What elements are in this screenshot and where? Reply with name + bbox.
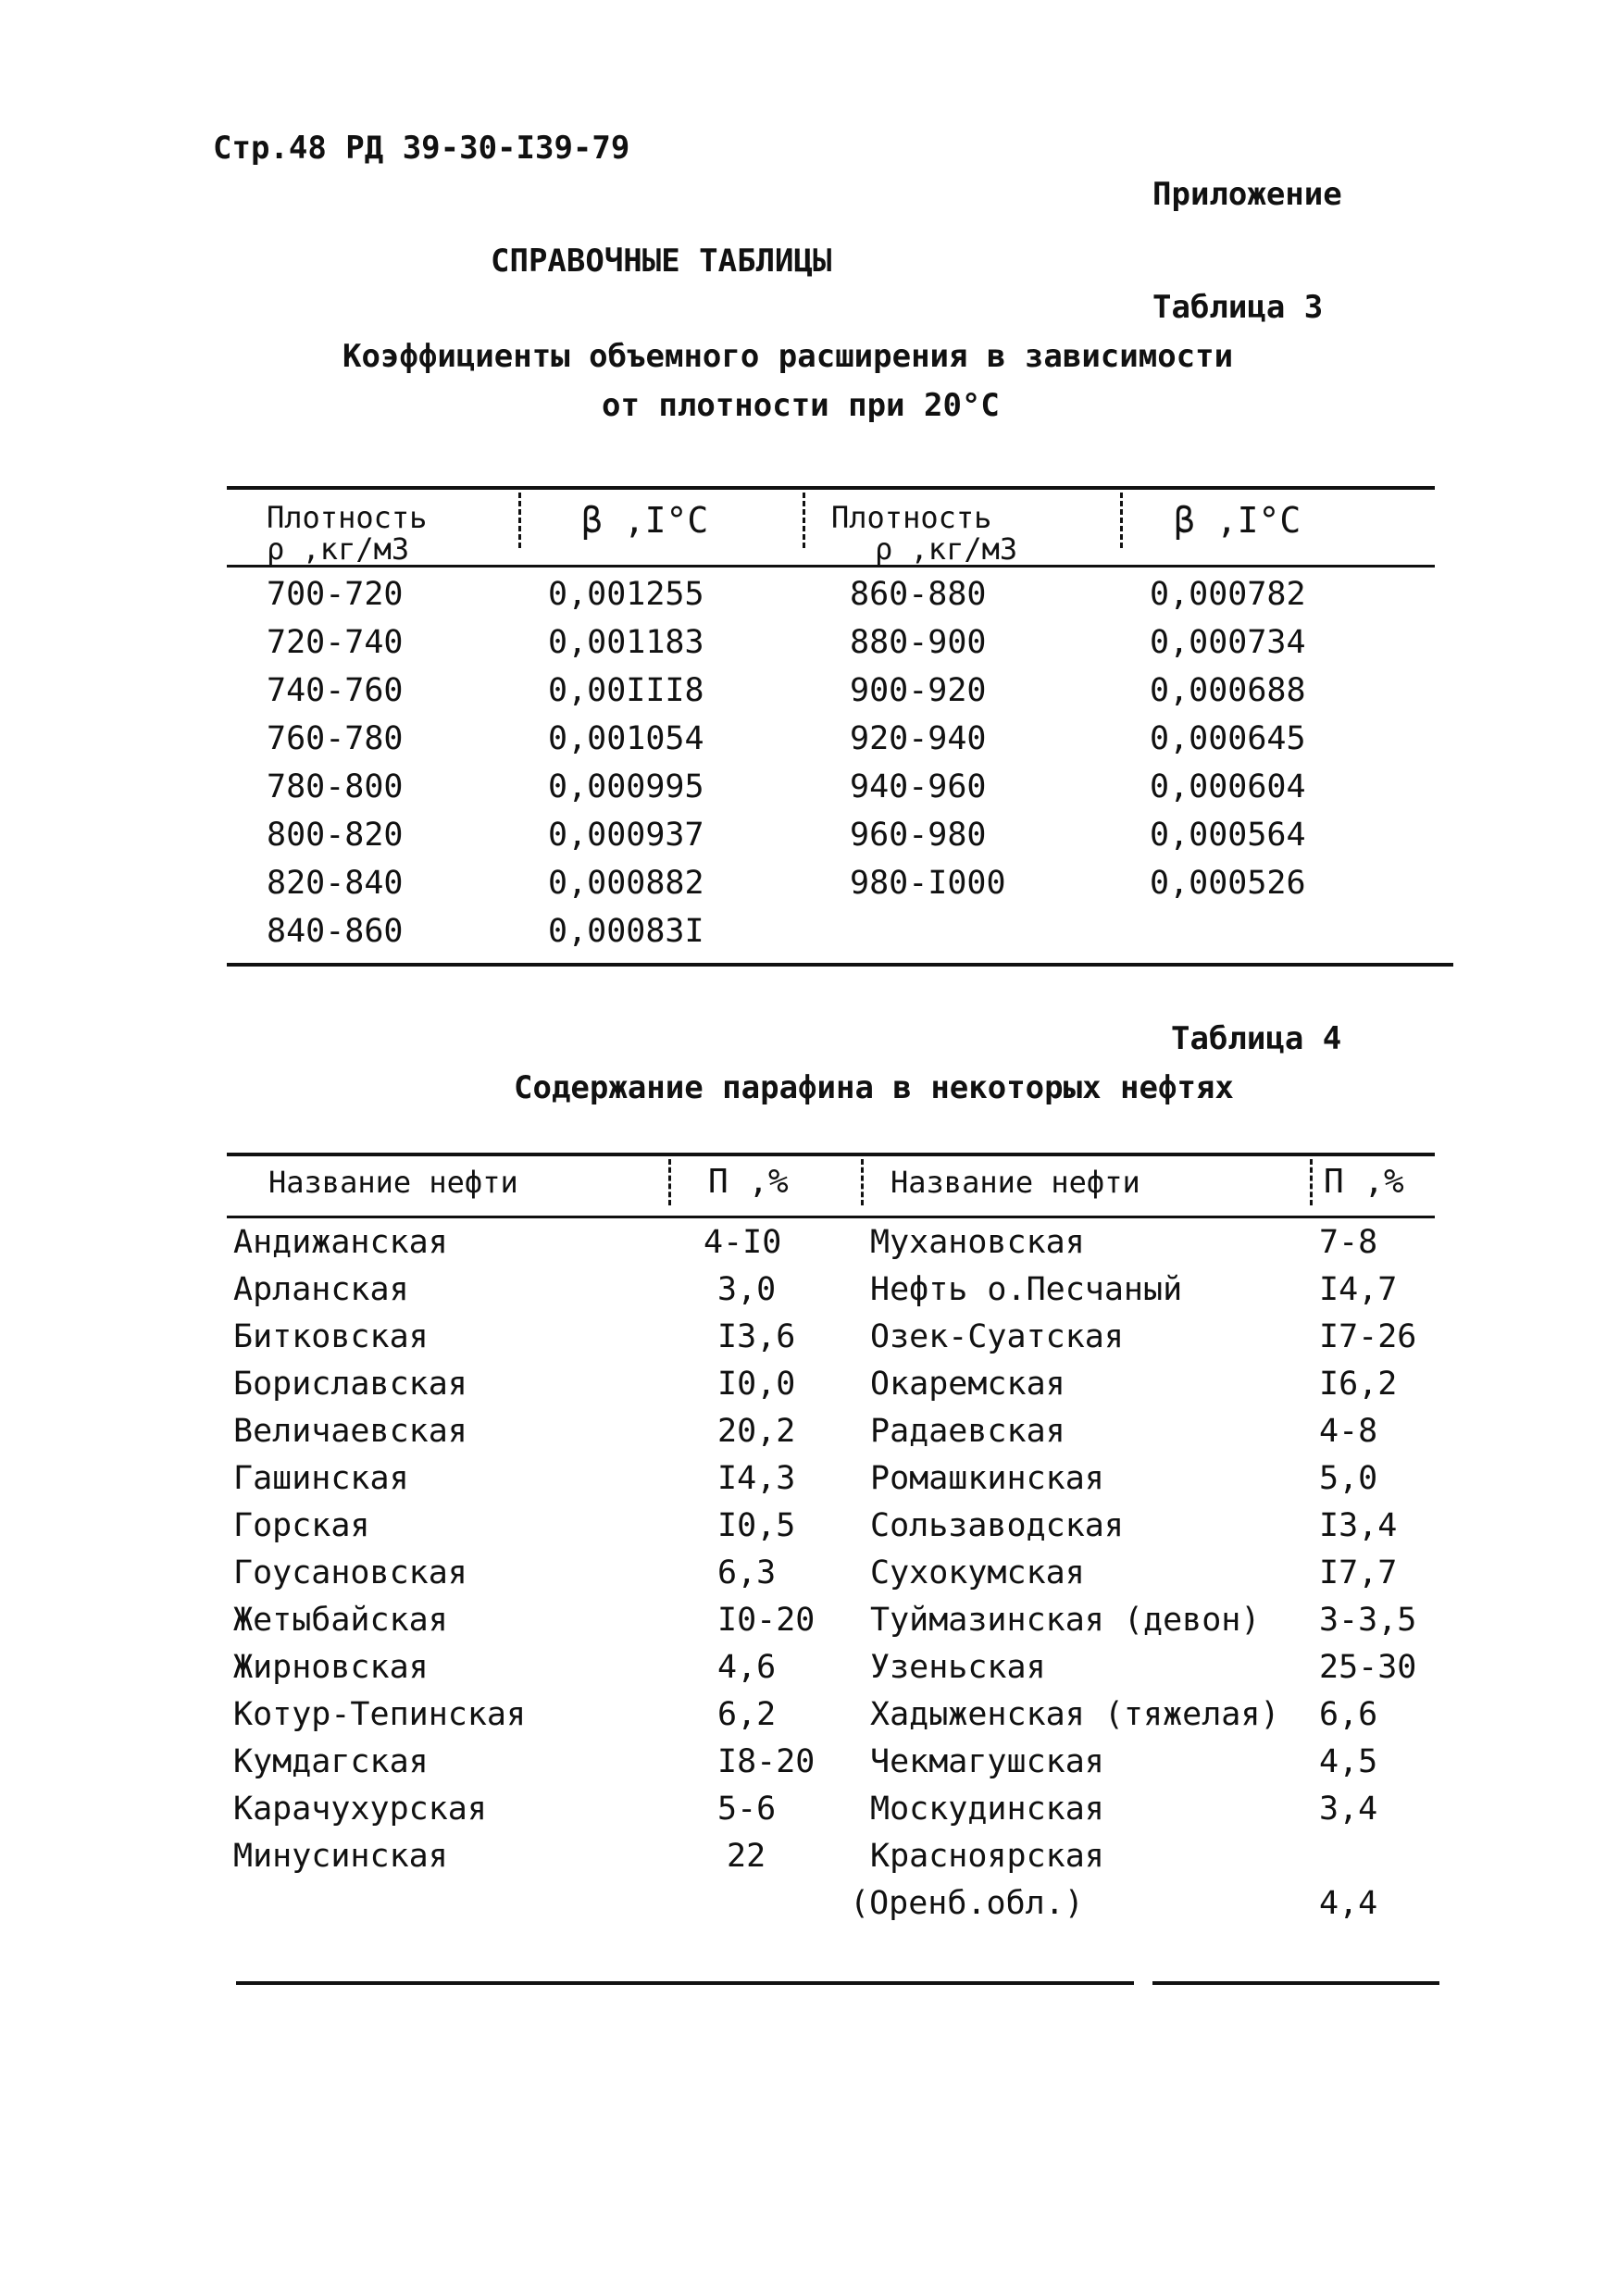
table3-header-beta-left: β ,I°С — [581, 500, 709, 541]
table4-title: Содержание парафина в некоторых нефтях — [514, 1069, 1234, 1106]
table4-extra-value: 4,4 — [1319, 1885, 1378, 1922]
table4-left-name: Бориславская — [233, 1366, 467, 1403]
table4-right-value: 3-3,5 — [1319, 1602, 1417, 1639]
table3-separator-1 — [518, 493, 521, 548]
table4-header-rule — [227, 1216, 1435, 1218]
table4-left-name: Карачухурская — [233, 1791, 487, 1828]
table4-right-name: Мухановская — [870, 1224, 1085, 1261]
table4-right-value: I4,7 — [1319, 1271, 1398, 1308]
table3-title-line1: Коэффициенты объемного расширения в зависимости — [342, 338, 1234, 375]
table4-separator-1 — [668, 1159, 671, 1205]
table4-right-value: 4,5 — [1319, 1743, 1378, 1780]
table3-left-density: 700-720 — [267, 576, 404, 613]
table4-right-name: Хадыженская (тяжелая) — [870, 1696, 1280, 1733]
table4-header-name-left: Название нефти — [268, 1165, 518, 1200]
table4-left-name: Кумдагская — [233, 1743, 429, 1780]
section-title: СПРАВОЧНЫЕ ТАБЛИЦЫ — [491, 243, 832, 280]
table3-right-beta: 0,000645 — [1150, 720, 1306, 757]
table3-right-beta: 0,000734 — [1150, 624, 1306, 661]
table4-left-name: Гашинская — [233, 1460, 409, 1497]
table4-right-value: 7-8 — [1319, 1224, 1378, 1261]
table4-left-value: 4,6 — [717, 1649, 777, 1686]
table4-left-value: 6,2 — [717, 1696, 777, 1733]
table3-left-beta: 0,000995 — [548, 768, 704, 805]
table3-right-density: 940-960 — [850, 768, 987, 805]
table4-left-name: Минусинская — [233, 1838, 448, 1875]
table4-right-name: Сользаводская — [870, 1507, 1124, 1544]
table3-right-density: 860-880 — [850, 576, 987, 613]
table4-header-paraffin-right: П ,% — [1324, 1163, 1404, 1201]
table4-right-name: Чекмагушская — [870, 1743, 1104, 1780]
table4-right-name: Сухокумская — [870, 1554, 1085, 1591]
appendix-label: Приложение — [1152, 176, 1342, 213]
table4-right-value: 25-30 — [1319, 1649, 1417, 1686]
table4-left-value: I0,0 — [717, 1366, 796, 1403]
table3-left-density: 740-760 — [267, 672, 404, 709]
table3-left-density: 760-780 — [267, 720, 404, 757]
table4-left-value: 4-I0 — [704, 1224, 782, 1261]
table4-right-name: Москудинская — [870, 1791, 1104, 1828]
table3-header-density-right: Плотность — [831, 500, 992, 535]
table4-right-name: Радаевская — [870, 1413, 1065, 1450]
table4-left-value: 3,0 — [717, 1271, 777, 1308]
table4-right-name: Нефть о.Песчаный — [870, 1271, 1183, 1308]
table3-left-beta: 0,00III8 — [548, 672, 704, 709]
table3-left-beta: 0,000882 — [548, 865, 704, 902]
page-reference: Стр.48 РД 39-30-I39-79 — [213, 130, 630, 167]
table3-left-density: 800-820 — [267, 817, 404, 854]
table4-right-value: I7,7 — [1319, 1554, 1398, 1591]
table3-left-density: 840-860 — [267, 913, 404, 950]
table4-left-name: Арланская — [233, 1271, 409, 1308]
table4-left-name: Жирновская — [233, 1649, 429, 1686]
table4-left-name: Битковская — [233, 1318, 429, 1355]
table4-top-rule — [227, 1153, 1435, 1156]
table3-separator-2 — [803, 493, 805, 548]
table4-right-value: 5,0 — [1319, 1460, 1378, 1497]
table4-bottom-rule-right — [1152, 1981, 1439, 1985]
table4-right-name: Узеньская — [870, 1649, 1046, 1686]
table3-left-beta: 0,000937 — [548, 817, 704, 854]
table4-bottom-rule-left — [236, 1981, 1134, 1985]
table4-left-value: I4,3 — [717, 1460, 796, 1497]
table4-right-value: I7-26 — [1319, 1318, 1417, 1355]
table3-left-beta: 0,001183 — [548, 624, 704, 661]
table4-right-name: Красноярская — [870, 1838, 1104, 1875]
table4-right-name: Туймазинская (девон) — [870, 1602, 1261, 1639]
table3-right-density: 980-I000 — [850, 865, 1006, 902]
table3-header-density-left: Плотность — [267, 500, 428, 535]
table3-left-beta: 0,00083I — [548, 913, 704, 950]
table3-title-line2: от плотности при 20°С — [602, 387, 1000, 424]
table4-left-name: Гоусановская — [233, 1554, 467, 1591]
table4-left-value: I3,6 — [717, 1318, 796, 1355]
table3-header-density-unit-right: ρ ,кг/м3 — [875, 531, 1018, 567]
table4-header-name-right: Название нефти — [890, 1165, 1140, 1200]
table3-right-density: 960-980 — [850, 817, 987, 854]
table4-left-value: 20,2 — [717, 1413, 796, 1450]
table4-left-value: I0-20 — [717, 1602, 816, 1639]
table3-left-beta: 0,001255 — [548, 576, 704, 613]
table4-label: Таблица 4 — [1171, 1020, 1342, 1057]
table4-separator-2 — [861, 1159, 864, 1205]
table4-left-name: Горская — [233, 1507, 370, 1544]
table4-right-name: Окаремская — [870, 1366, 1065, 1403]
table3-label: Таблица 3 — [1152, 289, 1324, 326]
table4-right-value: 4-8 — [1319, 1413, 1378, 1450]
table3-right-beta: 0,000526 — [1150, 865, 1306, 902]
table4-right-name: Ромашкинская — [870, 1460, 1104, 1497]
table3-right-density: 900-920 — [850, 672, 987, 709]
table4-left-name: Котур-Тепинская — [233, 1696, 527, 1733]
table4-left-name: Андижанская — [233, 1224, 448, 1261]
table4-left-value: 22 — [727, 1838, 766, 1875]
table3-bottom-rule — [227, 963, 1453, 967]
table3-right-beta: 0,000688 — [1150, 672, 1306, 709]
table3-right-beta: 0,000782 — [1150, 576, 1306, 613]
table3-header-beta-right: β ,I°С — [1174, 500, 1301, 541]
table3-left-beta: 0,001054 — [548, 720, 704, 757]
table4-left-name: Жетыбайская — [233, 1602, 448, 1639]
table3-header-density-unit-left: ρ ,кг/м3 — [267, 531, 410, 567]
table3-left-density: 780-800 — [267, 768, 404, 805]
table4-extra-name: (Оренб.обл.) — [850, 1885, 1084, 1922]
table4-right-value: I6,2 — [1319, 1366, 1398, 1403]
table4-left-value: I8-20 — [717, 1743, 816, 1780]
table3-left-density: 720-740 — [267, 624, 404, 661]
table4-left-value: 5-6 — [717, 1791, 777, 1828]
table4-left-name: Величаевская — [233, 1413, 467, 1450]
table3-right-density: 880-900 — [850, 624, 987, 661]
table4-left-value: 6,3 — [717, 1554, 777, 1591]
table4-separator-3 — [1310, 1159, 1313, 1205]
table3-top-rule — [227, 486, 1435, 490]
table3-separator-3 — [1120, 493, 1123, 548]
table3-right-density: 920-940 — [850, 720, 987, 757]
table4-right-value: 6,6 — [1319, 1696, 1378, 1733]
table3-left-density: 820-840 — [267, 865, 404, 902]
table3-right-beta: 0,000604 — [1150, 768, 1306, 805]
table4-right-value: I3,4 — [1319, 1507, 1398, 1544]
table4-right-value: 3,4 — [1319, 1791, 1378, 1828]
table4-left-value: I0,5 — [717, 1507, 796, 1544]
table4-header-paraffin-left: П ,% — [708, 1163, 789, 1201]
table3-right-beta: 0,000564 — [1150, 817, 1306, 854]
table4-right-name: Озек-Суатская — [870, 1318, 1124, 1355]
